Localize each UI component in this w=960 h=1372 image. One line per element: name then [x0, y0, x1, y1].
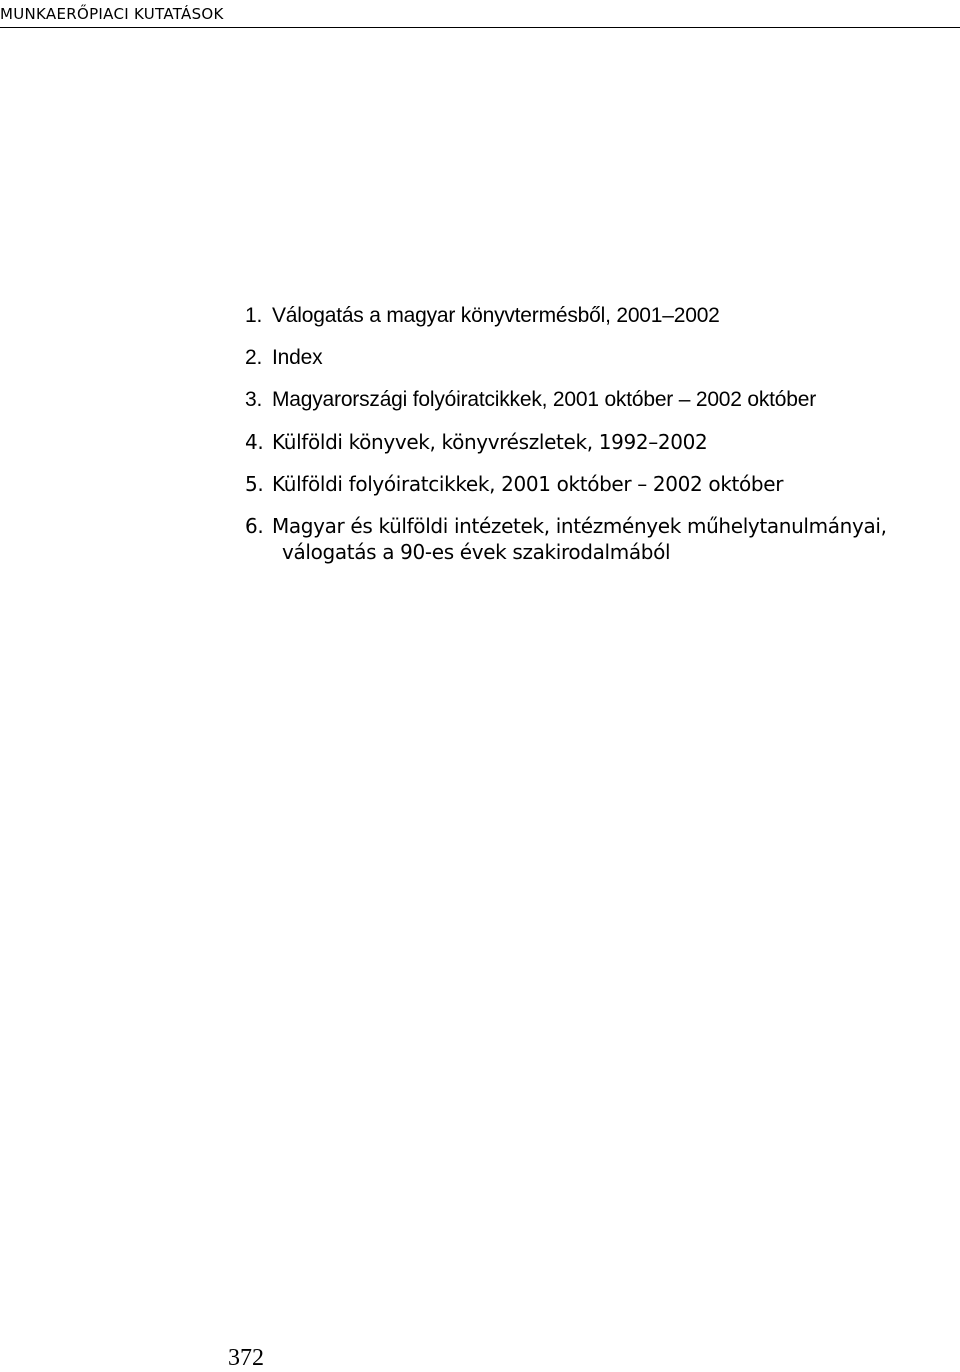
toc-item-text: Magyar és külföldi intézetek, intézmények műhelytanulmányai,: [272, 514, 887, 538]
toc-item-text: Válogatás a magyar könyvtermésből, 2001–2002: [272, 304, 720, 327]
toc-item-number: 6.: [245, 514, 264, 538]
toc-item-number: 4.: [245, 430, 264, 454]
toc-item-3: [245, 387, 955, 413]
toc-item-5: [245, 471, 955, 497]
toc-item-number: 1.: [245, 304, 263, 327]
toc-item-text-continuation: válogatás a 90-es évek szakirodalmából: [282, 540, 671, 564]
toc-item-number: 2.: [245, 346, 263, 369]
toc-item-number: 3.: [245, 388, 263, 411]
toc-item-1: [245, 303, 955, 329]
toc-item-text: Magyarországi folyóiratcikkek, 2001 október – 2002 október: [272, 388, 817, 411]
header-rule: [0, 27, 960, 28]
toc-item-4: [245, 429, 955, 455]
page-number: 372: [228, 1345, 264, 1371]
running-header: MUNKAERŐPIACI KUTATÁSOK: [0, 5, 224, 23]
toc-item-text: Index: [272, 346, 323, 369]
toc-item-number: 5.: [245, 472, 264, 496]
toc-item-2: [245, 345, 955, 371]
toc-item-text: Külföldi folyóiratcikkek, 2001 október – 2002 október: [272, 472, 784, 496]
table-of-contents: [245, 303, 955, 581]
toc-item-text: Külföldi könyvek, könyvrészletek, 1992–2002: [272, 430, 708, 454]
toc-item-6: [245, 513, 955, 565]
